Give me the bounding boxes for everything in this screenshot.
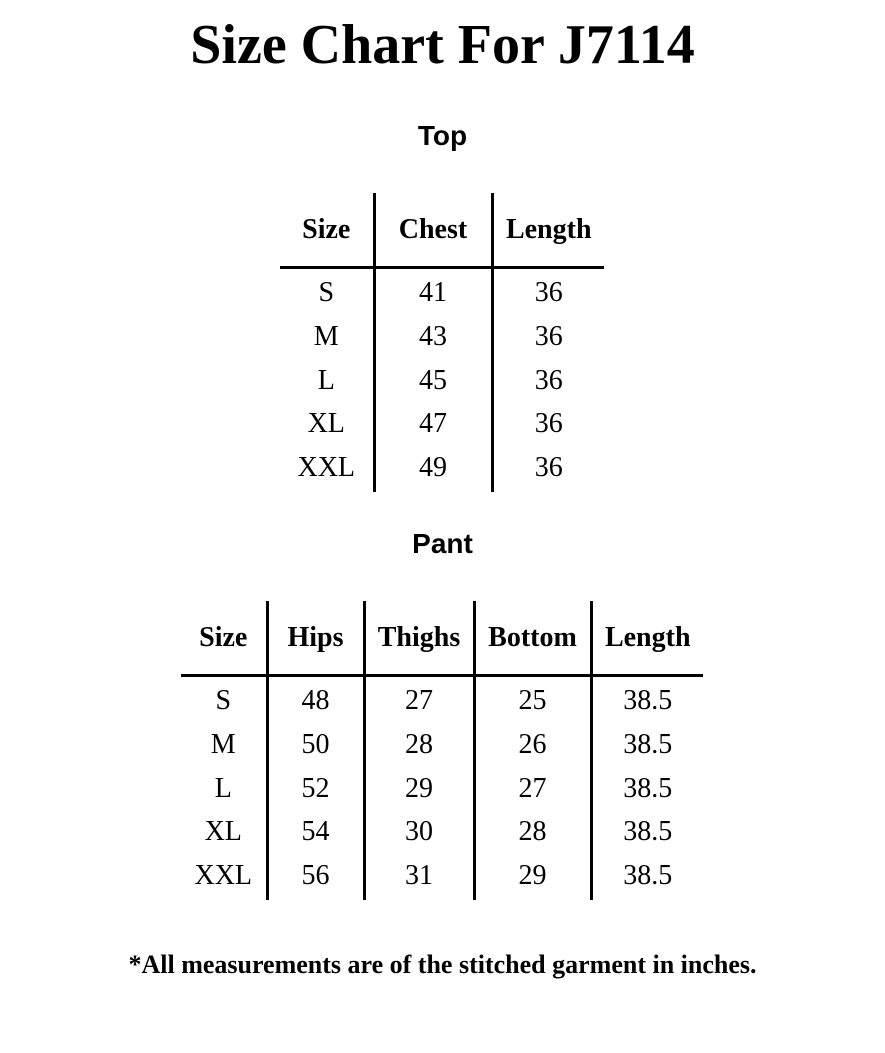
pant-cell-hips: 48 bbox=[267, 676, 364, 723]
top-cell-size: M bbox=[313, 320, 339, 352]
pant-cell-bottom: 29 bbox=[474, 854, 591, 900]
pant-header-bottom: Bottom bbox=[474, 601, 591, 676]
pant-header-thighs: Thighs bbox=[364, 601, 474, 676]
pant-cell-bottom: 27 bbox=[474, 767, 591, 811]
top-cell-length: 36 bbox=[492, 402, 604, 446]
top-cell-chest: 49 bbox=[374, 446, 492, 492]
table-row bbox=[280, 315, 604, 359]
top-header-chest: Chest bbox=[374, 193, 492, 268]
table-row bbox=[280, 359, 604, 403]
pant-header-size: Size bbox=[181, 601, 267, 676]
top-cell-size: XXL bbox=[297, 452, 356, 484]
top-cell-chest: 45 bbox=[374, 359, 492, 403]
pant-cell-bottom: 26 bbox=[474, 723, 591, 767]
top-cell-chest: 47 bbox=[374, 402, 492, 446]
table-row bbox=[181, 854, 703, 900]
pant-cell-size: S bbox=[215, 685, 232, 716]
pant-cell-length: 38.5 bbox=[591, 854, 703, 900]
pant-table-header-row bbox=[181, 601, 703, 676]
pant-header-hips: Hips bbox=[267, 601, 364, 676]
top-header-length: Length bbox=[492, 193, 604, 268]
top-cell-chest: 43 bbox=[374, 315, 492, 359]
table-row bbox=[181, 676, 703, 723]
pant-cell-thighs: 30 bbox=[364, 810, 474, 854]
table-row bbox=[280, 446, 604, 492]
table-row bbox=[280, 268, 604, 315]
table-row bbox=[181, 810, 703, 854]
top-header-size: Size bbox=[280, 193, 374, 268]
top-table-header-row bbox=[280, 193, 604, 268]
pant-cell-length: 38.5 bbox=[591, 723, 703, 767]
top-cell-chest: 41 bbox=[374, 268, 492, 315]
page-title: Size Chart For J7114 bbox=[190, 14, 695, 76]
top-cell-length: 36 bbox=[492, 268, 604, 315]
pant-cell-hips: 50 bbox=[267, 723, 364, 767]
top-size-table bbox=[280, 193, 604, 492]
pant-cell-thighs: 29 bbox=[364, 767, 474, 811]
top-section-title: Top bbox=[417, 120, 468, 151]
top-cell-length: 36 bbox=[492, 315, 604, 359]
pant-cell-length: 38.5 bbox=[591, 676, 703, 723]
table-row bbox=[181, 767, 703, 811]
measurement-footnote: *All measurements are of the stitched garment in inches. bbox=[128, 950, 757, 979]
top-cell-length: 36 bbox=[492, 359, 604, 403]
pant-header-length: Length bbox=[591, 601, 703, 676]
pant-cell-size: XXL bbox=[194, 860, 253, 892]
pant-cell-hips: 56 bbox=[267, 854, 364, 900]
pant-cell-length: 38.5 bbox=[591, 810, 703, 854]
top-cell-size: XL bbox=[307, 408, 345, 440]
pant-cell-thighs: 28 bbox=[364, 723, 474, 767]
pant-section-title: Pant bbox=[412, 528, 473, 559]
pant-cell-size: L bbox=[214, 772, 232, 804]
pant-cell-size: M bbox=[210, 728, 236, 760]
pant-cell-thighs: 31 bbox=[364, 854, 474, 900]
pant-cell-hips: 52 bbox=[267, 767, 364, 811]
pant-cell-bottom: 25 bbox=[474, 676, 591, 723]
pant-cell-size: XL bbox=[204, 816, 242, 848]
table-row bbox=[280, 402, 604, 446]
pant-cell-length: 38.5 bbox=[591, 767, 703, 811]
pant-cell-bottom: 28 bbox=[474, 810, 591, 854]
top-cell-length: 36 bbox=[492, 446, 604, 492]
pant-cell-thighs: 27 bbox=[364, 676, 474, 723]
top-cell-size: L bbox=[317, 364, 335, 396]
pant-cell-hips: 54 bbox=[267, 810, 364, 854]
table-row bbox=[181, 723, 703, 767]
pant-size-table bbox=[181, 601, 703, 900]
top-cell-size: S bbox=[318, 277, 335, 308]
